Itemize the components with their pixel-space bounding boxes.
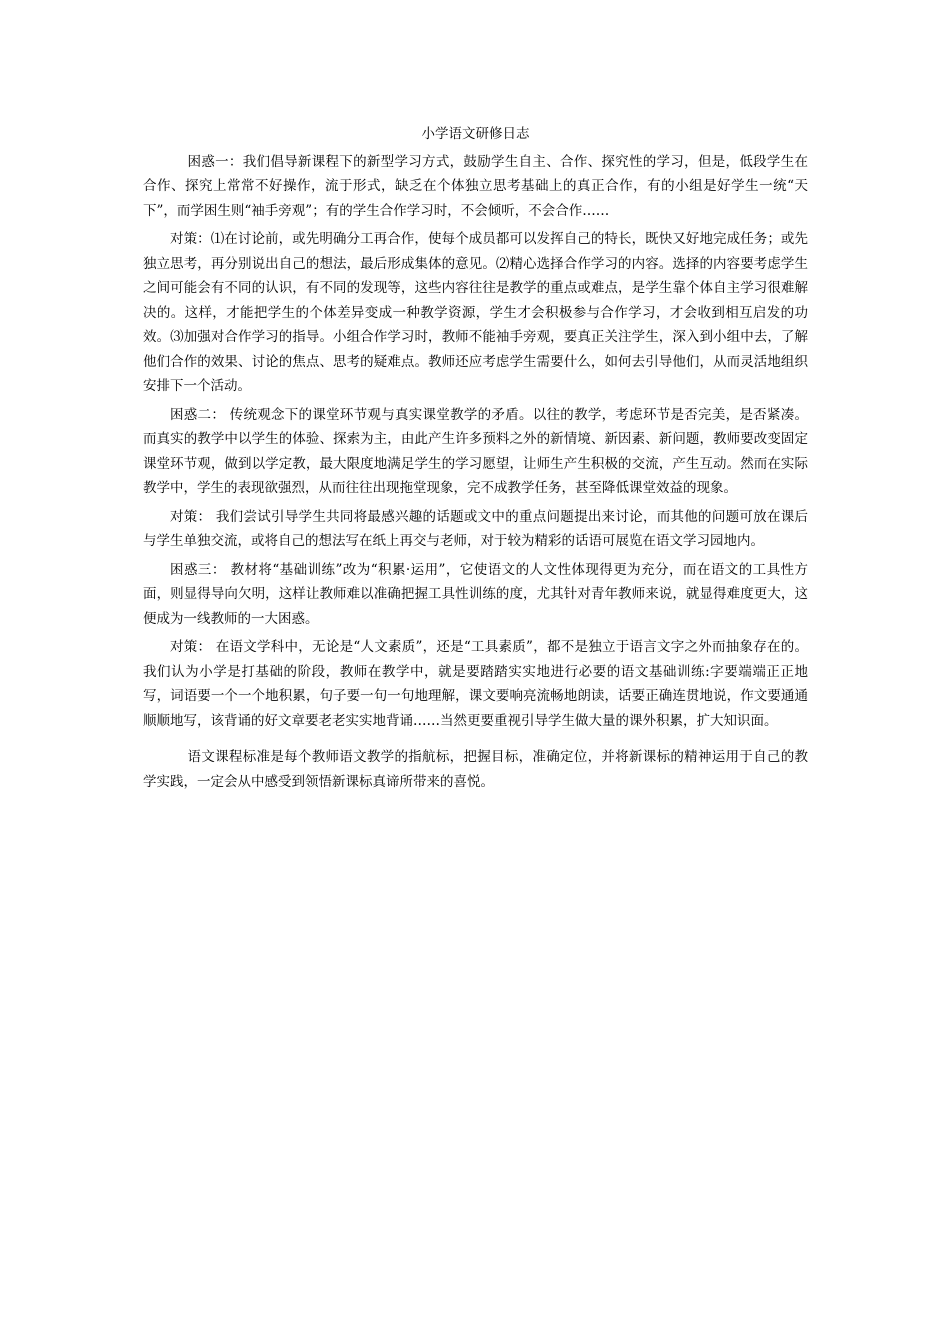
paragraph-confusion-1: 困惑一：我们倡导新课程下的新型学习方式，鼓励学生自主、合作、探究性的学习，但是，低段学生在合作、探究上常常不好操作，流于形式，缺乏在个体独立思考基础上的真正合作，有的小组是好学生一统“天下”，而学困生则“袖手旁观”；有的学生合作学习时，不会倾听，不会合作……	[143, 153, 808, 219]
paragraph-confusion-2: 困惑二： 传统观念下的课堂环节观与真实课堂教学的矛盾。以往的教学，考虑环节是否完美，是否紧凑。而真实的教学中以学生的体验、探索为主，由此产生许多预料之外的新情境、新因素、新问题，教师要改变固定课堂环节观，做到以学定教，最大限度地满足学生的学习愿望，让师生产生积极的交流，产生互动。然而在实际教学中，学生的表现欲强烈，从而往往出现拖堂现象，完不成教学任务，甚至降低课堂效益的现象。	[143, 406, 808, 496]
document-body	[143, 122, 808, 798]
paragraph-strategy-1: 对策：⑴在讨论前，或先明确分工再合作，使每个成员都可以发挥自己的特长，既快又好地完成任务；或先独立思考，再分别说出自己的想法，最后形成集体的意见。⑵精心选择合作学习的内容。选择的内容要考虑学生之间可能会有不同的认识，有不同的发现等，这些内容往往是教学的重点或难点，是学生靠个体自主学习很难解决的。这样，才能把学生的个体差异变成一种教学资源，学生才会积极参与合作学习，才会收到相互启发的功效。⑶加强对合作学习的指导。小组合作学习时，教师不能袖手旁观，要真正关注学生，深入到小组中去，了解他们合作的效果、讨论的焦点、思考的疑难点。教师还应考虑学生需要什么，如何去引导他们，从而灵活地组织安排下一个活动。	[143, 231, 808, 394]
document-title: 小学语文研修日志	[421, 126, 530, 142]
paragraph-conclusion: 语文课程标准是每个教师语文教学的指航标，把握目标，准确定位，并将新课标的精神运用于自己的教学实践，一定会从中感受到领悟新课标真谛所带来的喜悦。	[143, 749, 808, 790]
paragraph-strategy-2: 对策： 我们尝试引导学生共同将最感兴趣的话题或文中的重点问题提出来讨论，而其他的问题可放在课后与学生单独交流，或将自己的想法写在纸上再交与老师，对于较为精彩的话语可展览在语文学习园地内。	[143, 508, 808, 549]
paragraph-confusion-3: 困惑三： 教材将“基础训练”改为“积累·运用”，它使语文的人文性体现得更为充分，而在语文的工具性方面，则显得导向欠明，这样让教师难以准确把握工具性训练的度，尤其针对青年教师来说，就显得难度更大，这便成为一线教师的一大困惑。	[143, 561, 808, 627]
paragraph-strategy-3: 对策： 在语文学科中，无论是“人文素质”，还是“工具素质”，都不是独立于语言文字之外而抽象存在的。我们认为小学是打基础的阶段，教师在教学中，就是要踏踏实实地进行必要的语文基础训练:字要端端正正地写，词语要一个一个地积累，句子要一句一句地理解，课文要响亮流畅地朗读，话要正确连贯地说，作文要通通顺顺地写，该背诵的好文章要老老实实地背诵……当然更要重视引导学生做大量的课外积累，扩大知识面。	[143, 639, 808, 729]
